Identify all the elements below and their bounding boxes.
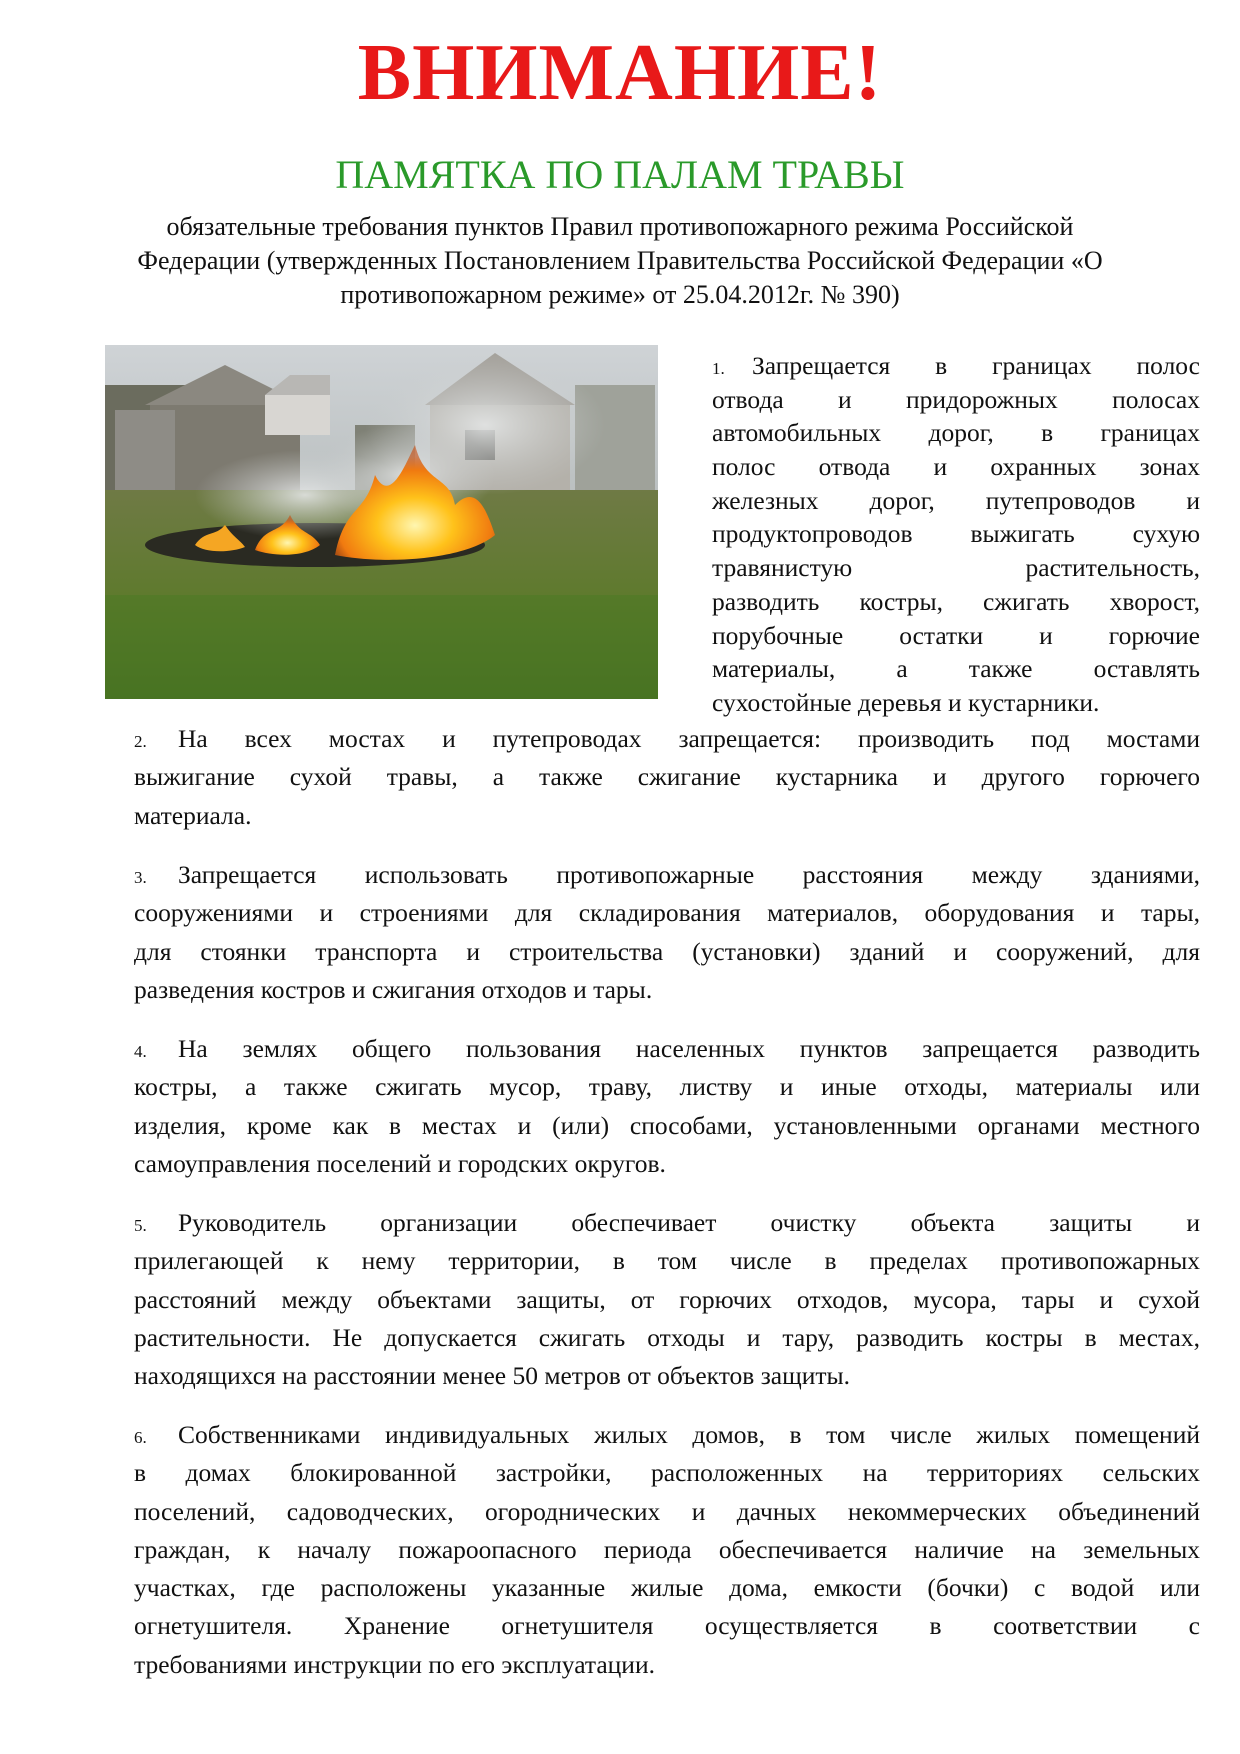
rule-line: материала. [134,800,252,830]
rule-item-5 [134,1204,1200,1395]
intro-line: обязательные требования пунктов Правил противопожарного режима Российской [166,212,1074,241]
rule-line: отвода и придорожных полосах [712,384,1200,414]
rule-line: 1. Запрещается в границах полос [712,349,1200,383]
rule-line: 2. На всех мостах и путепроводах запрещается: производить под мостами [134,720,1200,758]
rule-number: 2. [134,732,147,751]
rule-number: 5. [134,1216,147,1235]
rule-line: самоуправления поселений и городских округов. [134,1148,666,1178]
grass-fire-photo [105,345,658,699]
rule-line: расстояний между объектами защиты, от горючих отходов, мусора, тары и сухой [134,1284,1200,1314]
rule-line: сухостойные деревья и кустарники. [712,687,1100,717]
rule-line: граждан, к началу пожароопасного периода обеспечивается наличие на земельных [134,1534,1200,1564]
rule-line: разведения костров и сжигания отходов и тары. [134,974,653,1004]
rule-item-1 [712,349,1200,720]
rule-line: в домах блокированной застройки, расположенных на территориях сельских [134,1458,1200,1488]
rule-line: материалы, а также оставлять [712,654,1200,684]
rule-line: 4. На землях общего пользования населенных пунктов запрещается разводить [134,1030,1200,1068]
rule-line: железных дорог, путепроводов и [712,485,1200,515]
rule-number: 1. [712,359,725,378]
rule-line: изделия, кроме как в местах и (или) способами, установленными органами местного [134,1110,1200,1140]
rule-line: растительности. Не допускается сжигать отходы и тару, разводить костры в местах, [134,1322,1200,1352]
rule-number: 3. [134,868,147,887]
rule-line: прилегающей к нему территории, в том числе в пределах противопожарных [134,1246,1200,1276]
rule-line: поселений, садоводческих, огороднических и дачных некоммерческих объединений [134,1496,1200,1526]
rule-item-6 [134,1416,1200,1684]
rule-line: продуктопроводов выжигать сухую [712,519,1200,549]
intro-line: противопожарном режиме» от 25.04.2012г. № 390) [340,280,900,309]
page-subtitle: ПАМЯТКА ПО ПАЛАМ ТРАВЫ [335,152,905,197]
rule-line: полос отвода и охранных зонах [712,452,1200,482]
rule-line: 3. Запрещается использовать противопожарные расстояния между зданиями, [134,856,1200,894]
rule-item-2 [134,720,1200,835]
intro-text [100,210,1140,312]
rule-line: костры, а также сжигать мусор, траву, листву и иные отходы, материалы или [134,1072,1200,1102]
rule-line: для стоянки транспорта и строительства (установки) зданий и сооружений, для [134,936,1200,966]
rule-line: 5. Руководитель организации обеспечивает очистку объекта защиты и [134,1204,1200,1242]
rule-number: 4. [134,1042,147,1061]
intro-line: Федерации (утвержденных Постановлением Правительства Российской Федерации «О [137,246,1103,275]
rule-line: 6. Собственниками индивидуальных жилых домов, в том числе жилых помещений [134,1416,1200,1454]
rule-line: участках, где расположены указанные жилые дома, емкости (бочки) с водой или [134,1573,1200,1603]
rule-line: травянистую растительность, [712,553,1200,583]
rule-line: выжигание сухой травы, а также сжигание кустарника и другого горючего [134,762,1200,792]
rule-line: огнетушителя. Хранение огнетушителя осуществляется в соответствии с [134,1611,1200,1641]
rule-item-4 [134,1030,1200,1183]
rule-line: находящихся на расстоянии менее 50 метров от объектов защиты. [134,1361,851,1391]
rule-number: 6. [134,1428,147,1447]
rule-item-3 [134,856,1200,1009]
rule-line: разводить костры, сжигать хворост, [712,586,1200,616]
rule-line: требованиями инструкции по его эксплуатации. [134,1649,655,1679]
rule-line: сооружениями и строениями для складирования материалов, оборудования и тары, [134,898,1200,928]
rule-line: порубочные остатки и горючие [712,620,1200,650]
page-title: ВНИМАНИЕ! [357,29,883,117]
rule-line: автомобильных дорог, в границах [712,418,1200,448]
